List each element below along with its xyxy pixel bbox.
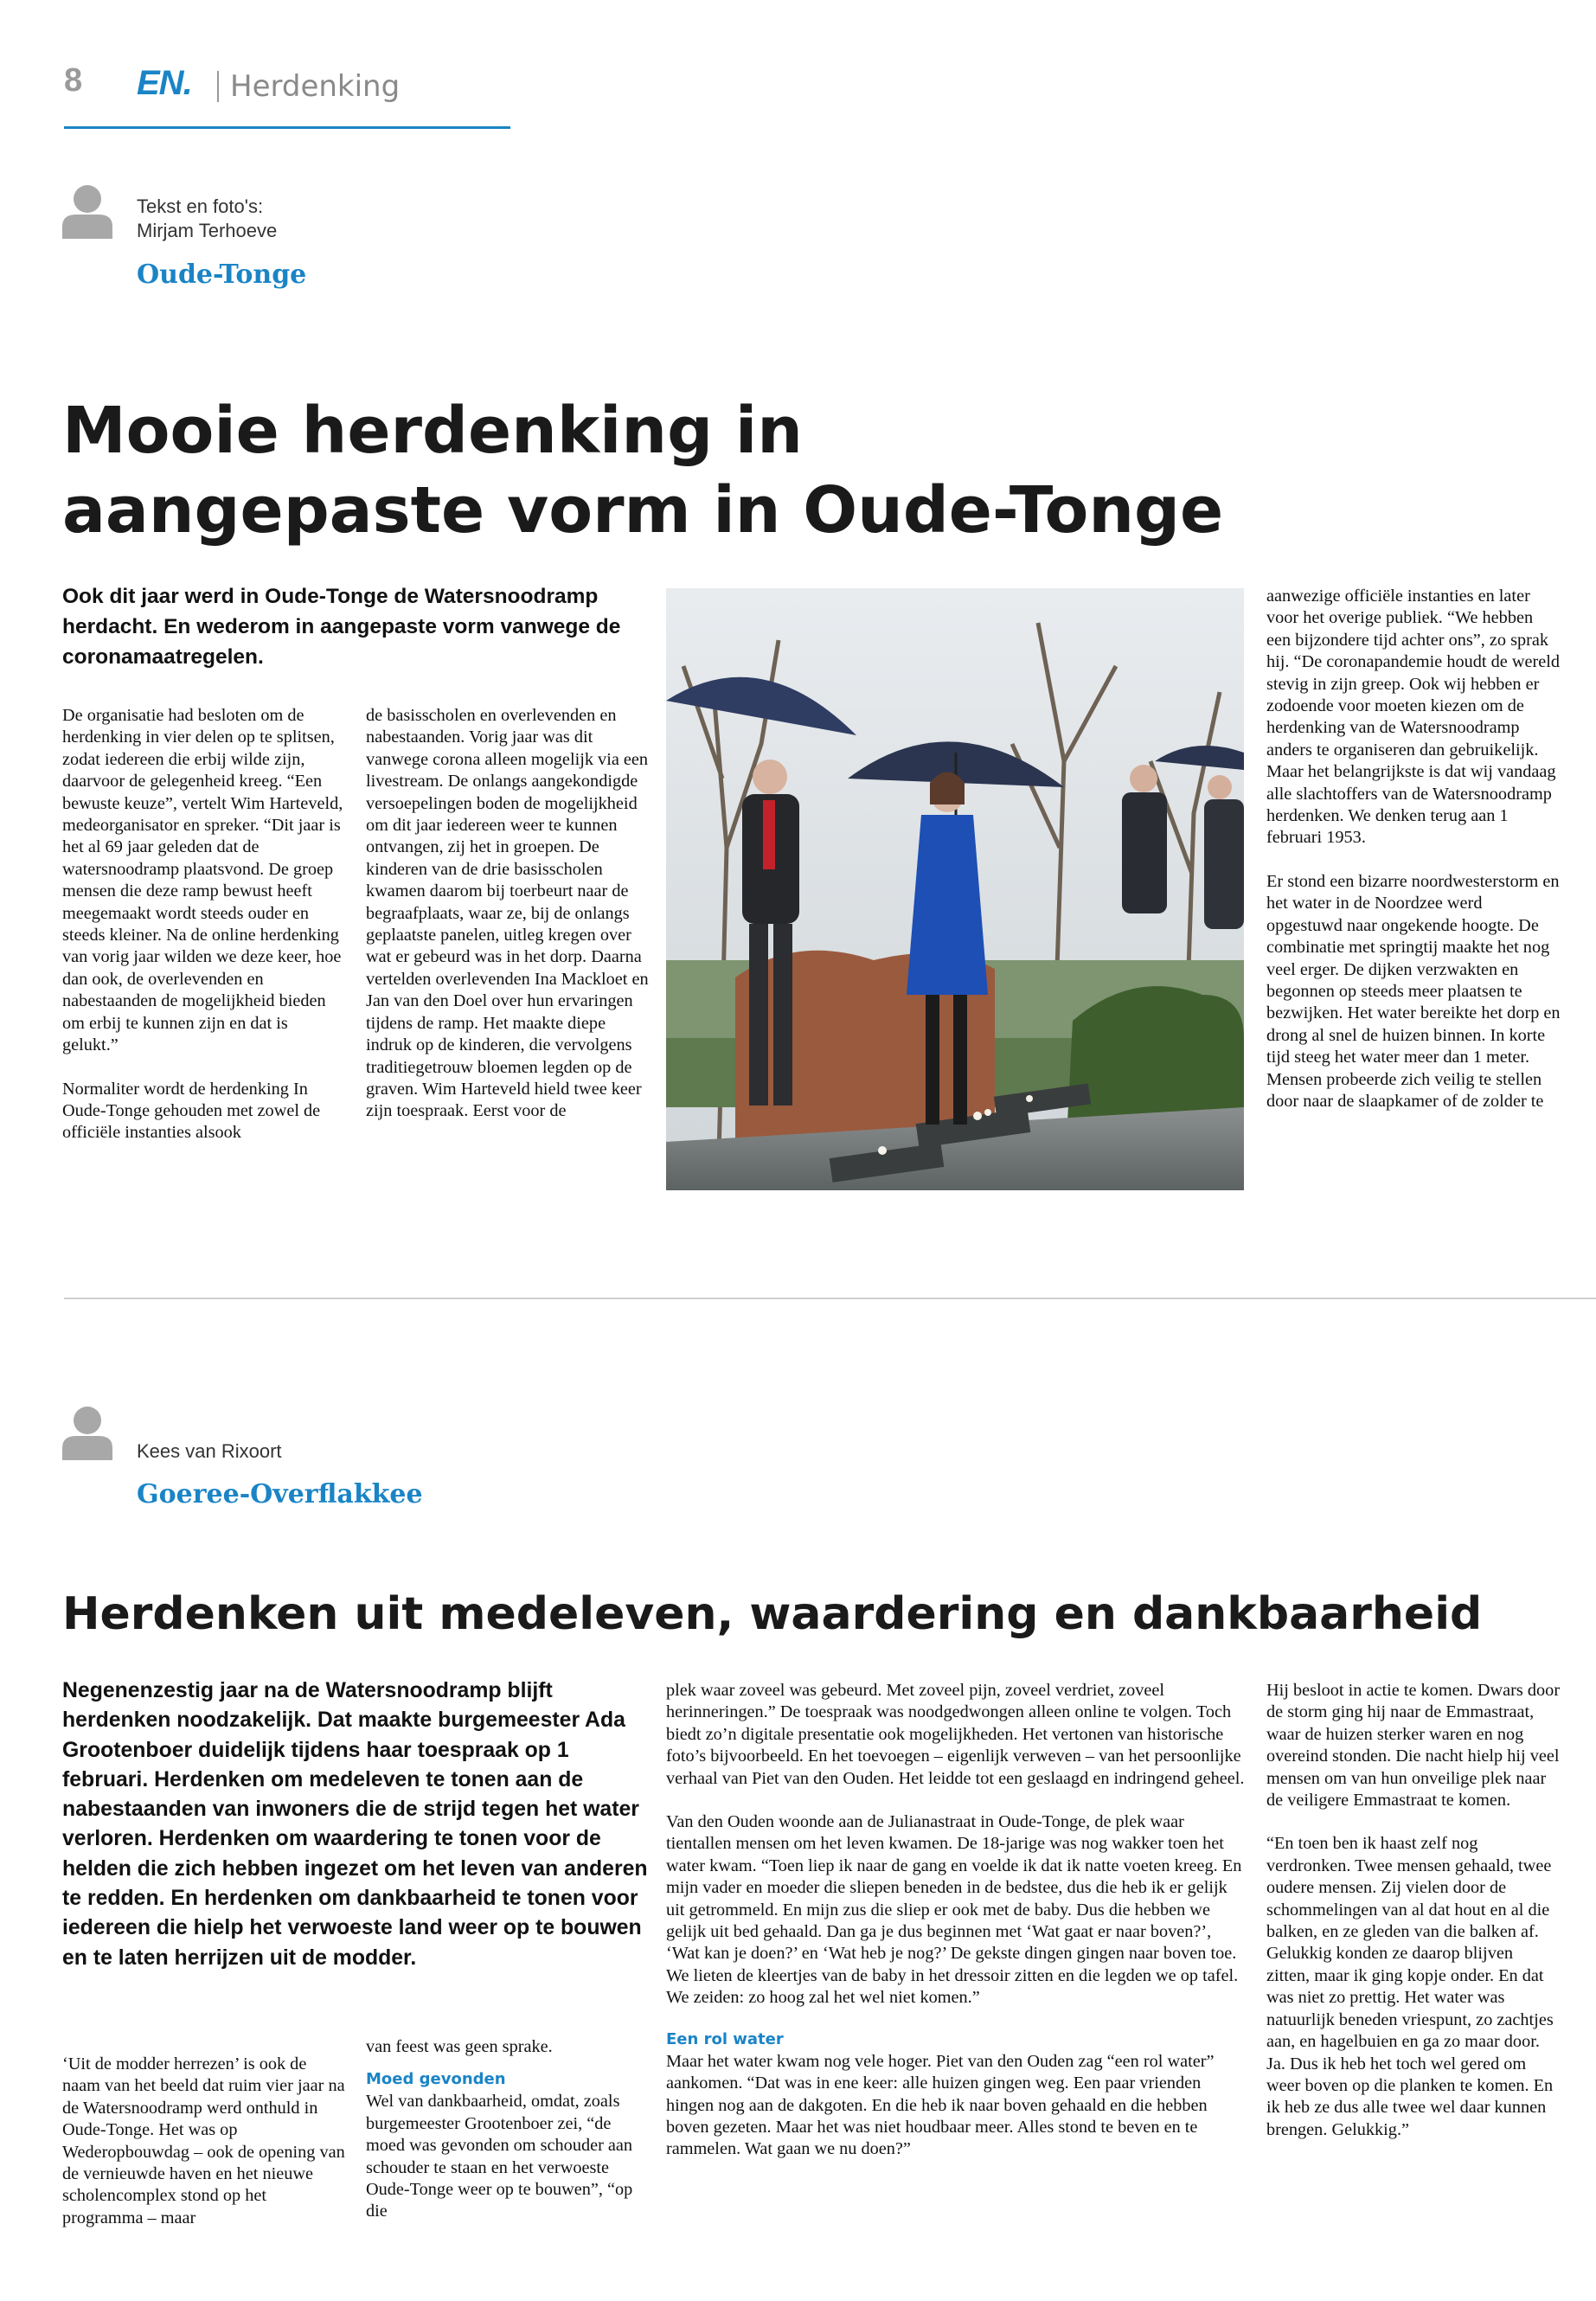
paragraph: plek waar zoveel was gebeurd. Met zoveel pijn, zoveel verdriet, zoveel herinneringen.” De toespraak was noodgedwongen alleen online te volgen. Toch biedt zo’n digitale presentatie ook mogelijkheden. Het vertonen van historische foto’s bijvoorbeeld. En het toevoegen – eigenlijk verweven – van het persoonlijke verhaal van Piet van den Ouden. Het leidde tot een geslaagd en indringend geheel.: [666, 1681, 1245, 1788]
author-avatar-icon: [62, 182, 112, 239]
subheading: Moed gevonden: [366, 2070, 506, 2089]
paragraph: Normaliter wordt de herdenking In Oude-Tonge gehouden met zowel de officiële instanties alsook: [62, 1079, 321, 1143]
header-separator: [217, 71, 219, 102]
author-avatar-icon: [62, 1403, 112, 1460]
newspaper-logo: EN.: [137, 64, 192, 102]
header-rule: [64, 126, 510, 129]
section-label: Herdenking: [230, 69, 401, 104]
byline-line: Mirjam Terhoeve: [137, 220, 278, 241]
paragraph: “En toen ben ik haast zelf nog verdronken. Twee mensen gehaald, twee oudere mensen. Zij vielen door de schommelingen van al dat hout en al die balken, en ze gleden van die balken af. Gelukkig konden ze daarop blijven zitten, maar ik ging kopje onder. En dat was niet zo prettig. Het water was natuurlijk beneden vriespunt, zo zachtjes aan, en hagelbuien en ga zo maar door. Ja. Dus ik heb het toch wel gered om weer boven op die planken te komen. En ik heb ze dus alle twee wel daar kunnen brengen. Gelukkig.”: [1266, 1834, 1554, 2139]
article2-byline: Kees van Rixoort: [137, 1440, 282, 1462]
article2-headline: Herdenken uit medeleven, waardering en dankbaarheid: [62, 1588, 1483, 1640]
article2-column-1: [62, 2054, 348, 2229]
article2-column-4: [1266, 1680, 1561, 2141]
subheading: Een rol water: [666, 2029, 784, 2048]
headline-line: Mooie herdenking in: [62, 394, 803, 468]
paragraph: van feest was geen sprake.: [366, 2037, 553, 2056]
paragraph: Er stond een bizarre noordwesterstorm en het water in de Noordzee werd opgestuwd naar ongekende hoogte. De combinatie met springtij maakte het nog veel erger. De dijken verzwakten en begonnen op steeds meer plaatsen te bezwijken. Het water bereikte het dorp en drong al snel de huizen binnen. In korte tijd steeg het water meer dan 1 meter. Mensen probeerde zich veilig te stellen door naar de slaapkamer of de zolder te: [1266, 871, 1561, 1111]
article-divider: [64, 1298, 1596, 1299]
paragraph: Van den Ouden woonde aan de Julianastraat in Oude-Tonge, de plek waar tientallen mensen om het leven kwamen. De 18-jarige was nog wakker toen het water kwam. “Toen liep ik naar de gang en voelde ik dat ik natte voeten kreeg. En mijn vader en moeder die sliepen beneden in de bedstee, dus die heb ik er gelijk uit getrommeld. En mijn zus die sliep er ook met de baby. Dus die hebben we gelijk uit bed gehaald. Dan ga je dus beginnen met ‘Wat gaat er naar boven?’, ‘Wat kan je doen?’ en ‘Wat heb je nog?’ De gekste dingen gingen naar boven toe. We lieten de kleertjes van de baby in het dressoir zitten en die legden we op tafel. We zeiden: zo hoog zal het wel niet komen.”: [666, 1812, 1242, 2008]
article1-column-3: [1266, 586, 1561, 1112]
article2-column-2: [366, 2036, 651, 2223]
paragraph: aanwezige officiële instanties en later voor het overige publiek. “We hebben een bijzondere tijd achter ons”, zo sprak hij. “De coronapandemie houdt de wereld stevig in zijn greep. Ook wij hebben er zodoende voor moeten kiezen om de herdenking van de Watersnoodramp anders te organiseren dan gebruikelijk. Maar het belangrijkste is dat wij vandaag alle slachtoffers van de Watersnoodramp herdenken. We denken terug aan 1 februari 1953.: [1266, 586, 1561, 848]
article1-photo: [666, 588, 1244, 1190]
article1-column-1: [62, 705, 348, 1144]
article2-dateline: Goeree-Overflakkee: [137, 1479, 423, 1509]
article1-lead: Ook dit jaar werd in Oude-Tonge de Watersnoodramp herdacht. En wederom in aangepaste vorm vanwege de coronamaatregelen.: [62, 585, 621, 669]
article1-byline: [137, 195, 277, 243]
paragraph: De organisatie had besloten om de herdenking in vier delen op te splitsen, zodat iedereen die erbij wilde zijn, daarvoor de gelegenheid kreeg. “Een bewuste keuze”, vertelt Wim Harteveld, medeorganisator en spreker. “Dit jaar is het al 69 jaar geleden dat de watersnoodramp plaatsvond. De groep mensen die deze ramp bewust heeft meegemaakt wordt steeds ouder en steeds kleiner. Na de online herdenking van vorig jaar wilden we deze keer, hoe dan ook, de overlevenden en nabestaanden de mogelijkheid bieden om erbij te kunnen zijn en dat is gelukt.”: [62, 706, 343, 1055]
page-number: 8: [64, 62, 83, 99]
article1-column-2: [366, 705, 651, 1123]
article2-lead: Negenenzestig jaar na de Watersnoodramp blijft herdenken noodzakelijk. Dat maakte burgemeester Ada Grootenboer duidelijk tijdens haar toespraak op 1 februari. Herdenken om medeleven te tonen aan de nabestaanden van inwoners die de strijd tegen het water verloren. Herdenken om waardering te tonen voor de helden die zich hebben ingezet om het leven van anderen te redden. En herdenken om dankbaarheid te tonen voor iedereen die hielp het verwoeste land weer op te bouwen en te laten herrijzen uit de modder.: [62, 1679, 648, 1970]
paragraph: ‘Uit de modder herrezen’ is ook de naam van het beeld dat ruim vier jaar na de Watersnoodramp werd onthuld in Oude-Tonge. Het was op Wederopbouwdag – ook de opening van de vernieuwde haven en het nieuwe scholencomplex stond op het programma – maar: [62, 2054, 345, 2227]
paragraph: Hij besloot in actie te komen. Dwars door de storm ging hij naar de Emmastraat, waar de huizen sterker waren en nog overeind stonden. Die nacht hielp hij veel mensen om van hun onveilige plek naar de veiligere Emmastraat te komen.: [1266, 1681, 1561, 1811]
paragraph: de basisscholen en overlevenden en nabestaanden. Vorig jaar was dit vanwege corona alleen mogelijk via een livestream. De onlangs aangekondigde versoepelingen boden de mogelijkheid om dit jaar iedereen weer te kunnen ontvangen, zij het in groepen. De kinderen van de drie basisscholen kwamen daarom bij toerbeurt naar de begraafplaats, waar ze, bij de onlangs geplaatste panelen, uitleg kregen over wat er gebeurd was in het dorp. Daarna vertelden overlevenden Ina Mackloet en Jan van den Doel over hun ervaringen tijdens de ramp. Het maakte diepe indruk op de kinderen, die vervolgens traditiegetrouw bloemen legden op de graven. Wim Harteveld hield twee keer zijn toespraak. Eerst voor de: [366, 706, 649, 1121]
paragraph: Maar het water kwam nog vele hoger. Piet van den Ouden zag “een rol water” aankomen. “Dat was in ene keer: alle huizen gingen weg. Een paar vrienden hingen nog aan de dakgoten. En die heb ik naar boven gehaald en die hebben boven gezeten. Maar het was niet houdbaar meer. Alles stond te beven en te rammelen. Wat gaan we nu doen?”: [666, 2051, 1215, 2159]
byline-line: Tekst en foto's:: [137, 195, 264, 217]
article1-headline: [62, 391, 1223, 550]
article2-column-3: [666, 1680, 1246, 2161]
headline-line: aangepaste vorm in Oude-Tonge: [62, 473, 1224, 548]
paragraph: Wel van dankbaarheid, omdat, zoals burgemeester Grootenboer zei, “de moed was gevonden om schouder aan schouder te staan en het verwoeste Oude-Tonge weer op te bouwen”, “op die: [366, 2092, 633, 2221]
article1-dateline: Oude-Tonge: [137, 260, 307, 290]
